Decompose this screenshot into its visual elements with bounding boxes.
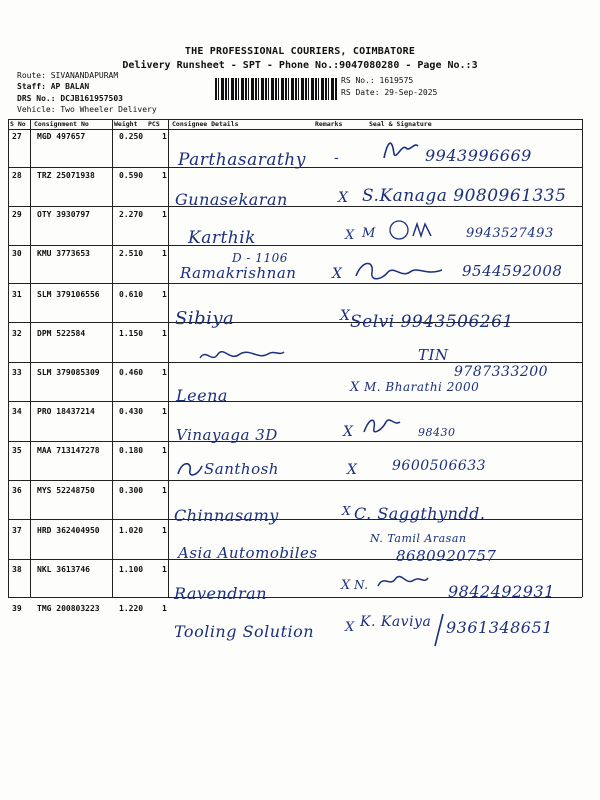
- handwritten-signature: C. Saggthyndd.: [354, 504, 486, 523]
- col-header-seal: Seal & Signature: [369, 120, 432, 128]
- handwritten-remark: X: [340, 308, 351, 324]
- row-sno: 28: [12, 171, 22, 180]
- handwritten-note: TIN: [418, 346, 449, 364]
- row-sno: 29: [12, 210, 22, 219]
- row-pcs: 1: [162, 407, 167, 416]
- col-header-weight: Weight: [114, 120, 138, 128]
- barcode: [215, 78, 337, 100]
- row-consignment: OTY 3930797: [37, 210, 90, 219]
- drs-number: DRS No.: DCJB161957503: [17, 94, 123, 103]
- row-pcs: 1: [162, 526, 167, 535]
- row-sno: 32: [12, 329, 22, 338]
- signature-scribble: [374, 570, 430, 594]
- handwritten-signature: Selvi 9943506261: [350, 312, 514, 332]
- row-pcs: 1: [162, 368, 167, 377]
- handwritten-note: D - 1106: [232, 251, 288, 265]
- company-title: THE PROFESSIONAL COURIERS, COIMBATORE: [184, 46, 416, 57]
- row-consignment: PRO 18437214: [37, 407, 95, 416]
- row-consignment: TRZ 25071938: [37, 171, 95, 180]
- handwritten-signature: 9943996669: [425, 146, 532, 165]
- signature-scribble: [375, 218, 435, 244]
- vehicle-label: Vehicle: Two Wheeler Delivery: [17, 105, 157, 114]
- row-consignment: MYS 52248750: [37, 486, 95, 495]
- handwritten-remark: X: [345, 620, 355, 635]
- row-sno: 27: [12, 132, 22, 141]
- handwritten-note: N.: [354, 578, 369, 592]
- row-sno: 34: [12, 407, 22, 416]
- row-consignment: MAA 713147278: [37, 446, 100, 455]
- row-pcs: 1: [162, 486, 167, 495]
- row-consignment: SLM 379085309: [37, 368, 100, 377]
- handwritten-remark: X: [350, 380, 360, 395]
- row-weight: 2.510: [119, 249, 144, 258]
- handwritten-note: M: [362, 226, 376, 241]
- handwritten-consignee-name: Ramakrishnan: [180, 264, 297, 282]
- handwritten-signature: 9842492931: [448, 582, 555, 601]
- handwritten-signature: 9787333200: [454, 364, 549, 380]
- row-pcs: 1: [162, 249, 167, 258]
- row-weight: 1.220: [119, 604, 144, 613]
- signature-scribble: [196, 344, 286, 366]
- row-consignment: TMG 200803223: [37, 604, 100, 613]
- handwritten-remark: X: [338, 190, 349, 206]
- row-sno: 35: [12, 446, 22, 455]
- handwritten-signature: 9544592008: [462, 262, 563, 280]
- row-pcs: 1: [162, 290, 167, 299]
- signature-scribble: [380, 134, 420, 164]
- handwritten-remark: X: [341, 578, 351, 593]
- row-weight: 0.180: [119, 446, 144, 455]
- handwritten-signature: 8680920757: [396, 547, 497, 565]
- row-weight: 0.590: [119, 171, 144, 180]
- row-consignment: NKL 3613746: [37, 565, 90, 574]
- handwritten-consignee-name: Ravendran: [174, 584, 267, 603]
- row-pcs: 1: [162, 604, 167, 613]
- handwritten-consignee-name: Vinayaga 3D: [176, 426, 278, 444]
- row-pcs: 1: [162, 446, 167, 455]
- col-header-sno: S No: [10, 120, 26, 128]
- signature-scribble: [352, 258, 447, 286]
- row-sno: 37: [12, 526, 22, 535]
- row-sno: 38: [12, 565, 22, 574]
- handwritten-remark: -: [334, 150, 340, 166]
- row-weight: 0.300: [119, 486, 144, 495]
- handwritten-consignee-name: Leena: [176, 386, 228, 405]
- handwritten-remark: X: [342, 504, 352, 518]
- handwritten-note: K. Kaviya: [360, 614, 432, 630]
- rs-number: RS No.: 1619575: [341, 76, 414, 85]
- handwritten-consignee-name: Santhosh: [204, 460, 279, 478]
- handwritten-remark: X: [345, 228, 355, 243]
- handwritten-consignee-name: Sibiya: [175, 308, 235, 329]
- handwritten-signature: 9943527493: [466, 226, 554, 241]
- staff-label: Staff: AP BALAN: [17, 82, 90, 91]
- runsheet-subtitle: Delivery Runsheet - SPT - Phone No.:9047080280 - Page No.:3: [122, 60, 478, 71]
- row-consignment: KMU 3773653: [37, 249, 90, 258]
- row-weight: 0.460: [119, 368, 144, 377]
- handwritten-consignee-name: Chinnasamy: [174, 506, 279, 525]
- handwritten-consignee-name: Gunasekaran: [175, 190, 288, 209]
- row-pcs: 1: [162, 171, 167, 180]
- handwritten-consignee-name: Tooling Solution: [174, 622, 315, 641]
- col-header-remarks: Remarks: [315, 120, 343, 128]
- row-weight: 0.610: [119, 290, 144, 299]
- handwritten-note: M. Bharathi 2000: [364, 380, 480, 394]
- row-sno: 31: [12, 290, 22, 299]
- row-weight: 0.430: [119, 407, 144, 416]
- row-consignment: MGD 497657: [37, 132, 86, 141]
- handwritten-signature: 98430: [418, 426, 456, 439]
- signature-scribble: [360, 412, 402, 438]
- row-consignment: DPM 522584: [37, 329, 86, 338]
- signature-scribble: [174, 456, 204, 482]
- row-weight: 1.150: [119, 329, 144, 338]
- handwritten-consignee-name: Karthik: [188, 228, 256, 248]
- row-weight: 1.020: [119, 526, 144, 535]
- handwritten-consignee-name: Parthasarathy: [178, 150, 306, 170]
- handwritten-signature: S.Kanaga 9080961335: [362, 186, 567, 206]
- row-sno: 30: [12, 249, 22, 258]
- row-consignment: SLM 379106556: [37, 290, 100, 299]
- row-consignment: HRD 362404950: [37, 526, 100, 535]
- col-header-consignment: Consignment No: [34, 120, 89, 128]
- row-sno: 39: [12, 604, 22, 613]
- row-weight: 0.250: [119, 132, 144, 141]
- handwritten-signature: 9600506633: [392, 458, 487, 474]
- handwritten-remark: X: [343, 424, 354, 440]
- route-label: Route: SIVANANDAPURAM: [17, 71, 119, 80]
- row-weight: 2.270: [119, 210, 144, 219]
- rs-date: RS Date: 29-Sep-2025: [341, 88, 438, 97]
- row-pcs: 1: [162, 132, 167, 141]
- handwritten-remark: X: [347, 462, 358, 478]
- row-pcs: 1: [162, 210, 167, 219]
- handwritten-remark: X: [332, 266, 343, 282]
- row-weight: 1.100: [119, 565, 144, 574]
- signature-scribble: [432, 612, 446, 648]
- col-header-pcs: PCS: [148, 120, 160, 128]
- handwritten-note: N. Tamil Arasan: [370, 532, 467, 545]
- row-sno: 33: [12, 368, 22, 377]
- row-pcs: 1: [162, 565, 167, 574]
- col-header-consignee: Consignee Details: [172, 120, 239, 128]
- row-sno: 36: [12, 486, 22, 495]
- handwritten-consignee-name: Asia Automobiles: [178, 544, 318, 562]
- handwritten-signature: 9361348651: [446, 618, 553, 637]
- row-pcs: 1: [162, 329, 167, 338]
